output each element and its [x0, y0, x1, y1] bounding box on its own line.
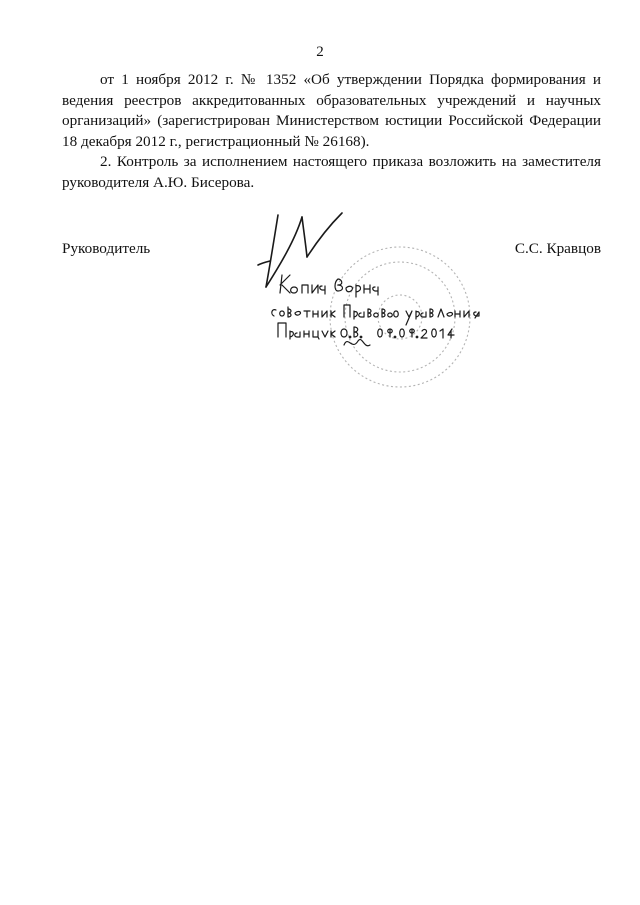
page-number: 2 — [316, 44, 324, 60]
paragraph-control-clause: 2. Контроль за исполнением настоящего приказа возложить на заместителя руководителя А.Ю. Бисерова. — [62, 153, 601, 191]
round-stamp — [330, 247, 470, 387]
copy-certification-note — [272, 275, 479, 346]
document-body — [62, 70, 601, 194]
signature-strokes — [258, 213, 342, 287]
paragraph-order-reference: от 1 ноября 2012 г. № 1352 «Об утверждении Порядка формирования и ведения реестров аккредитованных образовательных учреждений и научных организаций» (зарегистрирован Министерством юстиции Российской Федерации 18 декабря 2012 г., регистрационный № 26168). — [62, 71, 601, 150]
signatory-name: С.С. Кравцов — [514, 240, 601, 257]
handwritten-signature-and-stamp — [240, 195, 490, 400]
signatory-position: Руководитель — [62, 240, 151, 257]
